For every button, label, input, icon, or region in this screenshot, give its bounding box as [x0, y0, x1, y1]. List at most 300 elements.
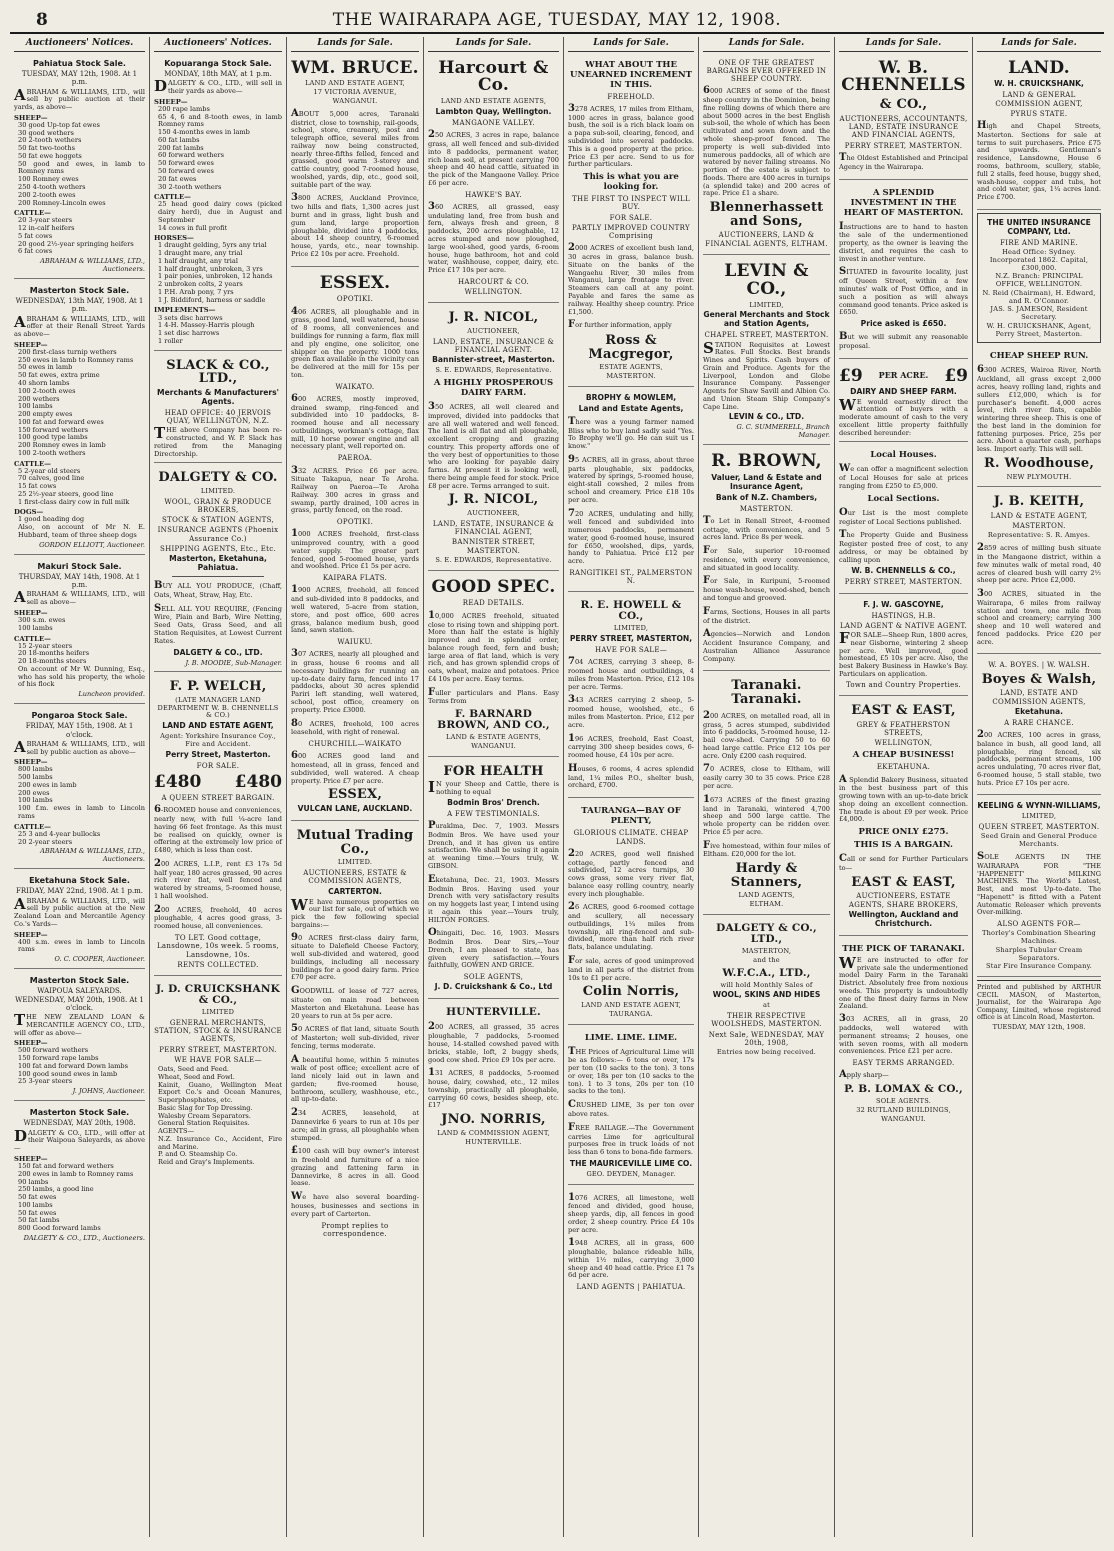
firm-rep: Representative: S. R. Amyes. [987, 531, 1091, 540]
firm-sign: LEVIN & CO., LTD. [728, 412, 805, 422]
testimonial: Puraklma, Dec. 7, 1903. Messrs Bodmin Bros. We have used your Drench, and it has given us entire satisfaction. We shall be using it again at weaning time.—Yours truly, W. GIBSON. [428, 820, 559, 870]
stock-item: 50 fat ewes [18, 1208, 57, 1217]
taranaki-notice [703, 674, 830, 914]
listing: For Sale, in Kuripuni, 5-roomed house wash-house, wood-shed, bench and tongue and grooved. [703, 575, 830, 603]
listing: Farms, Sections, Houses in all parts of the district. [703, 605, 830, 625]
firm-town: WELLINGTON, [874, 739, 933, 748]
listing: 303 ACRES, all in grass, 20 paddocks, well watered with permanent streams; 2 houses, one with seven rooms, with all modern conveniences. Price £21 per acre. [839, 1013, 968, 1056]
stock-item: On account of Mr W. Dunning, Esq., who has sold his property, the whole of his flock [18, 664, 145, 689]
stock-item: Kainit, Guano, Wellington Meat Export Co.'s and Ocean Manures, Superphosphates, etc. [158, 1080, 282, 1105]
firm-sub: LAND AND ESTATE AGENT, [305, 79, 405, 88]
stock-item: 200 Romney ewes in lamb [18, 441, 106, 450]
firm-name: J. B. KEITH, [993, 494, 1085, 510]
goods-list [154, 1066, 282, 1167]
listing: 26 ACRES, good 6-roomed cottage and scullery, all necessary outbuildings, 1¼ miles from township, all ring-fenced and sub-divided, more than half rich river flats, balance undulating. [568, 901, 694, 952]
stock-item: Also, on account of Mr N. E. Hubbard, team of three sheep dogs [18, 523, 145, 540]
notice-body: WE have numerous properties on our list for sale, out of which we pick the few following special bargains:— [291, 895, 419, 929]
place: PAEROA. [337, 454, 373, 463]
stock-item: 5 fat cows [18, 231, 53, 240]
listing: 600 ACRES, mostly improved, drained swamp, ring-fenced and subdivided into 10 paddocks, 8-roomed house and all necessary outbuildings, workman's cottage, flax mill, 10 horse power engine and all necessary plant, well reported on. [291, 392, 419, 451]
stock-item: 65 4, 6 and 8-tooth ewes, in lamb Romney rams [158, 112, 282, 129]
column-auctioneers-1 [10, 37, 150, 1537]
stock-item: 50 fat ewes, extra prime [18, 371, 100, 380]
firm-co: & CO., [879, 97, 928, 113]
firm-town: MASTERTON. [1012, 522, 1066, 531]
price: £480 [154, 771, 202, 792]
listing: 1900 ACRES, freehold, all fenced and sub-divided into 8 paddocks, and well watered, 5-acre from station, store, and post office, 600 acres grass, balance medium bush, good land, sawn station. [291, 584, 419, 635]
stock-item: 50 fat ewes [18, 1193, 57, 1202]
stock-item: 1 set disc harrows [158, 329, 220, 338]
tauranga-notice [568, 801, 694, 1024]
firm-name: W.F.C.A., LTD., [722, 966, 811, 979]
firm-name: Mutual Trading Co., [296, 828, 414, 857]
stock-item: 50 forward ewes [158, 159, 214, 168]
stock-item: 150 fat and forward wethers [18, 1162, 114, 1171]
sale-intro: ABRAHAM & WILLIAMS, LTD., will sell by public auction as above— [14, 737, 145, 756]
firm-line: WE HAVE FOR SALE— [174, 1055, 262, 1064]
sale-title: Masterton Stock Sale. [29, 1108, 130, 1118]
sale-date: FRIDAY, MAY 22nd, 1908. At 1 p.m. [15, 887, 144, 896]
firm-name: Boyes & Walsh, [981, 671, 1097, 687]
firm-town: CARTERTON. [328, 886, 382, 896]
listing: 1673 ACRES of the finest grazing land in Taranaki, wintered 4,700 sheep and 500 large cattle. The whole property can be ridden over. Price £5 per acre. [703, 793, 830, 836]
listing-head: ONE OF THE GREATEST BARGAINS EVER OFFERED IN SHEEP COUNTRY. [706, 58, 827, 84]
stock-item: 250 lambs, a good line [18, 1185, 94, 1194]
listing: 720 ACRES, undulating and hilly, well fenced and subdivided into numerous paddocks, permanent water, good 6-roomed house, insured for £650, woolshed, dips, yards, handy to Pahiatua. Price £12 per acre. [568, 507, 694, 566]
listing: 200 ACRES, 100 acres in grass, balance in bush, all good land, all ploughable, ring fenced, six paddocks, permanent streams, 100 acres undulating, 70 acres river flat, 6-roomed house, 5 stall stable, two huts. Price £7 10s per acre. [977, 729, 1101, 787]
stock-item: 200 ewes in lamb to Romney rams [18, 1169, 134, 1178]
stock-item: 100 good sound ewes in lamb [18, 1069, 118, 1078]
price: £9 [839, 365, 863, 386]
firm-line: GENERAL MERCHANTS, STATION, STOCK & INSURANCE AGENTS, [154, 1018, 282, 1044]
stock-item: 14 cows in full profit [158, 223, 228, 232]
firm-partners: W. A. BOYES. | W. WALSH. [988, 661, 1090, 670]
dalgety-notice [154, 466, 282, 672]
brown-notice [703, 448, 830, 672]
stock-item: 200 ewes [18, 788, 50, 797]
cruickshank-notice [154, 979, 282, 1171]
stock-list [154, 106, 282, 191]
firm-name: SLACK & CO., LTD., [166, 357, 270, 387]
firm-agent: W. H. CRUICKSHANK, Agent, Perry Street, Masterton. [986, 321, 1092, 338]
price: PRICE ONLY £275. [858, 827, 949, 838]
listing: 6000 ACRES of some of the finest sheep country in the Dominion, being fine rolling downs of which there are about 5000 acres in the best English sub-soil, the whole of which has been cultivated and sown down and the whole sheep-proof fenced. The property is well sub-divided into numerous paddocks, all of which are watered by never failing streams. No portion of the estate is subject to floods. There are 400 acres in turnips (a splendid take) and 200 acres of rape. Price £1 a share. [703, 85, 830, 198]
firm-sub: AUCTIONEER, [467, 326, 520, 335]
listing: But we will submit any reasonable proposal. [839, 330, 968, 350]
stock-item: 150 4-months ewes in lamb [158, 128, 250, 137]
stock-item: 30 good Up-top fat ewes [18, 120, 100, 129]
levin-notice [703, 258, 830, 445]
listing: 2000 ACRES of excellent bush land, 30 acres in grass, balance bush. Situate on the banks of the Wangaehu River, 30 miles from Wanganui, large frontage to river. Steamers can call at any point. Payable and fares the same as railway. Healthy sheep country. Price £1,500. [568, 242, 694, 316]
sale-title: Pahiatua Stock Sale. [33, 58, 126, 68]
sale-title: Masterton Stock Sale. [29, 285, 130, 295]
auctioneer: GORDON ELLIOTT, Auctioneer. [39, 540, 145, 549]
firm-sub: VULCAN LANE, AUCKLAND. [297, 804, 413, 814]
for-sale: HAVE FOR SALE— [594, 646, 668, 655]
listing: Five homestead, within four miles of Eltham. £20,000 for the lot. [703, 839, 830, 859]
listing: 307 ACRES, nearly all ploughed and in grass, house 6 rooms and all necessary buildings for running an up-to-date dairy farm, fenced into 17 paddocks, about 30 acres splendid Pariri left standing, well watered, school, post office, creamery on property. Price £3000. [291, 648, 419, 714]
stock-item: 100 fat and forward ewes [18, 417, 104, 426]
firm-sub: (LATE MANAGER LAND DEPARTMENT W. B. CHENNELLS & CO.) [157, 695, 279, 720]
firm-sub: AUCTIONEERS, ESTATE AGENTS, SHARE BROKERS, [848, 892, 959, 909]
listing: Our List is the most complete register of Local Sections published. [839, 506, 968, 526]
listing: Instructions are to hand to hasten the sale of the undermentioned property, as the owner is leaving the district, and requires the cash to invest in another venture. [839, 220, 968, 263]
sole-agents: SOLE AGENTS, [463, 973, 524, 982]
pick-of-taranaki-notice [839, 939, 968, 1129]
notice-body: SELL ALL YOU REQUIRE, (Fencing Wire, Plain and Barb, Wire Netting, Seed Oats, Grass Seed, and all Station Requisites, at Lowest Current Rates. [154, 602, 282, 645]
sale-date: THURSDAY, MAY 14th, 1908. At 1 p.m. [18, 572, 141, 590]
stock-item: 300 s.m. ewes [18, 616, 66, 625]
rents: RENTS COLLECTED. [177, 960, 259, 969]
firm-name: FOR HEALTH [443, 763, 544, 779]
chennells-notice [839, 55, 968, 180]
firm-name: BROPHY & MOWLEM, [585, 392, 677, 402]
listing-head: A HIGHLY PROSPEROUS DAIRY FARM. [433, 377, 554, 398]
firm-line: STOCK & STATION AGENTS, [162, 516, 274, 525]
stock-list [14, 766, 145, 820]
listing: 50 ACRES of flat land, situate South of Masterton; well sub-divided, river fencing, terms moderate. [291, 1023, 419, 1050]
firm-town: MASTERTON. [606, 372, 656, 381]
listing-head: A RARE CHANCE. [1004, 718, 1074, 727]
place: WAIUKU. [337, 638, 373, 647]
firm-street: RANGITIKEI ST., PALMERSTON N. [569, 568, 693, 586]
stock-list [14, 468, 145, 507]
listing: To Let in Renall Street, 4-roomed cottage, with conveniences, and 5 acres land. Price 8s per week. [703, 514, 830, 542]
listing: 6300 ACRES, Wairoa River, North Auckland, all grass except 2,000 acres, heavy rolling land, rights and sullers £12,000, which is for purchaser's benefit. 4,000 acres level, rich river flats, capable wintering three sheep. This is one of the best land in the dominion for fattening purposes. Price, 25s per acre. About a quarter cash, perhaps less. Import early. This will sell. [977, 364, 1101, 454]
stock-item: 200 fat lambs [158, 143, 204, 152]
sale-title: Pongaroa Stock Sale. [31, 710, 128, 720]
listing: 1948 ACRES, all in grass, 600 ploughable, balance rideable hills, within 1½ miles, carrying 3,000 sheep and 40 head cattle. Price £1 7s 6d per acre. [568, 1237, 694, 1280]
listing: 1000 ACRES freehold, first-class unimproved country, with a good water supply. The greater part fenced, good 5-roomed house, yards and woolshed. Price £1 5s per acre. [291, 528, 419, 571]
firm-town: WANGANUI. [332, 96, 378, 105]
stock-item: 100 2-tooth ewes [18, 386, 76, 395]
column-lands-2 [424, 37, 564, 1537]
firm-name: R. BROWN, [711, 450, 822, 471]
sale-intro: ABRAHAM & WILLIAMS, LTD., will sell as above— [14, 588, 145, 607]
stock-head: SHEEP— [14, 113, 48, 122]
listing: FREE RAILAGE.—The Government carries Lime for agricultural purposes free in truck loads of not less than 6 tons to bona-fide farmers. [568, 1121, 694, 1157]
notice-body: will hold Monthly Sales of [720, 980, 813, 989]
east-notice [839, 699, 968, 936]
listing: 220 ACRES, good well finished cottage, partly fenced and subdivided, 12 acres turnips, 30 cows grass, some very river flat, balance easy rolling country, nearly every inch ploughable. [568, 847, 694, 898]
firm-name: R. Woodhouse, [983, 455, 1095, 471]
stock-item: 60 forward wethers [158, 151, 224, 160]
column-heading: Lands for Sale. [291, 37, 419, 52]
listing-head: This is what you are looking for. [583, 172, 679, 193]
firm-sub: LAND & ESTATE AGENT, [990, 511, 1088, 520]
welch-notice [154, 675, 282, 976]
column-auctioneers-2 [150, 37, 287, 1537]
for-sale: FOR SALE. [609, 213, 653, 222]
firm-limited: LIMITED [201, 1008, 235, 1017]
listing: A beautiful home, within 5 minutes walk of post office; excellent acre of land nicely laid out in lawn and garden; five-roomed house, bathroom, scullery, washhouse, etc., all up-to-date. [291, 1053, 419, 1104]
pahiatua-listings [568, 1188, 694, 1298]
stock-item: 1 draught mare, any trial [158, 249, 243, 258]
firm-street: 32 RUTLAND BUILDINGS, [856, 1105, 951, 1114]
listing: We can offer a magnificent selection of Local Houses for sale at prices ranging from £250 to £5,000. [839, 463, 968, 490]
listing: 332 ACRES. Price £6 per acre. Situate Takapua, near Te Aroha. Railway on Paeroa—Te Aroha Railway. 300 acres in grass and swamp, partly drained, 100 acres in grass, partly fenced, on the road. [291, 464, 419, 515]
stock-item: 1 good heading dog [18, 515, 85, 524]
stock-list [14, 939, 145, 955]
stock-item: 50 fat ewe hoggets [18, 151, 82, 160]
stock-item: 200 rape lambs [158, 104, 210, 113]
firm-manager: J. B. MOODIE, Sub-Manager. [185, 658, 282, 667]
price-row [839, 366, 968, 386]
stock-list [14, 643, 145, 690]
listing: CRUSHED LIME, 3s per ton over above rates. [568, 1099, 694, 1118]
notice-body: STATION Requisites at Lowest Rates. Full Stocks. Best brands Wines and Spirits. Cash buyers of Grain and Produce. Agents for the Liverpool, London and Globe Insurance Company. Passenger Agents for Shaw Savill and Albion Co. and Union Steam Ship Company's Cape Line. [703, 338, 830, 411]
stock-item: 500 lambs [18, 773, 53, 782]
mutual-notice [291, 824, 419, 1244]
next-sale: Next Sale, WEDNESDAY, MAY 20th, 1908, [708, 1030, 825, 1047]
notice-body: BUY ALL YOU PRODUCE, (Chaff, Oats, Wheat, Straw, Hay, Etc. [154, 580, 282, 599]
firm-limited: LIMITED, [613, 624, 649, 633]
stock-item: 50 fat two-tooths [18, 144, 75, 153]
auctioneer: ABRAHAM & WILLIAMS, LTD., Auctioneers. [40, 847, 145, 864]
firm-name: JNO. NORRIS, [441, 1112, 546, 1128]
firm-town: WANGANUI. [881, 1114, 926, 1123]
stock-item: 150 forward wethers [18, 425, 89, 434]
stock-item: 70 calves, good line [18, 474, 85, 483]
place: HAWKE'S BAY. [465, 190, 522, 199]
firm-where: THEIR RESPECTIVE WOOLSHEDS, MASTERTON. [711, 1012, 822, 1029]
stock-item: 30 2-tooth wethers [158, 182, 222, 191]
firm-line: LAND, ESTATE, INSURANCE & FINANCIAL AGENT. [432, 337, 555, 354]
firm-sub: SOLE AGENTS. [876, 1097, 931, 1106]
listing: SOLE AGENTS IN THE WAIRARAPA FOR "THE 'HAPPENETT' MILKING MACHINES. The World's Latest, Best, and most Up-to-date. The "Hapenett" is fitted with a Patent Automatic Releaser which prevents Over-milking. [977, 850, 1101, 917]
firm-limited: LIMITED. [337, 858, 373, 867]
listing-sub: PARTLY IMPROVED COUNTRY Comprising [572, 223, 690, 241]
listing: 600 ACRES good land and homestead, all in grass, fenced and subdivided, well watered. A cheap property. Price £7 per acre. [291, 750, 419, 785]
stock-item: 90 lambs [18, 1177, 49, 1186]
stock-item: 15 fat cows [18, 482, 57, 491]
agent-name: J. D. Cruickshank & Co., Ltd [434, 982, 553, 992]
stock-list [154, 242, 282, 304]
firm-name: WM. BRUCE. [291, 57, 419, 78]
stock-item: 50 forward ewes [158, 166, 214, 175]
stock-head: SHEEP— [14, 930, 48, 939]
stock-item: 1 roller [158, 336, 183, 345]
columns [10, 37, 1104, 1537]
price: £9 [944, 365, 968, 386]
rents: TO LET. Good cottage, Lansdowne, 10s week. 5 rooms, Lansdowne, 10s. [156, 934, 279, 959]
stock-sale-notice [14, 972, 145, 1101]
firm-name: J. R. NICOL, [448, 492, 539, 508]
firm-sub: AUCTIONEERS, ESTATE & COMMISSION AGENTS, [303, 869, 407, 886]
greatest-bargain-notice [703, 55, 830, 255]
listing: 196 ACRES, freehold, East Coast, carrying 300 sheep besides cows, 6-roomed house, £4 10s per acre. [568, 732, 694, 760]
stock-item: 200 wethers [18, 394, 60, 403]
stock-item: 6 fat cows [18, 247, 53, 256]
stock-item: 20 2-year steers [18, 837, 73, 846]
firm-sub: LAND AGENTS, [738, 891, 795, 900]
stock-list [14, 217, 145, 256]
listing-sub: GLORIOUS CLIMATE. CHEAP LANDS. [573, 829, 689, 846]
firm-sub: FIRE AND MARINE. [1000, 238, 1078, 247]
stock-item: 250 4-tooth wethers [18, 182, 86, 191]
firm-sub: Merchants & Manufacturers' Agents. [157, 387, 279, 406]
listing-head: A SPLENDID INVESTMENT IN THE HEART OF MASTERTON. [843, 187, 964, 218]
firm-sign: W. B. CHENNELLS & CO., [851, 566, 956, 576]
firm-name: DALGETY & CO. [158, 470, 278, 486]
hunterville-notice [428, 1002, 559, 1151]
entries: Entries now being received. [716, 1048, 817, 1056]
place: EKETAHUNA. [876, 763, 931, 772]
sale-date: MONDAY, 18th MAY, at 1 p.m. [164, 70, 272, 79]
firm-sub: GREY & FEATHERSTON STREETS, [856, 720, 951, 737]
firm-sub: READ DETAILS. [462, 599, 525, 608]
stock-item: 200 ewes in lamb [18, 780, 77, 789]
sale-intro: ABRAHAM & WILLIAMS, LTD., will sell by public auction at their yards, as above— [14, 85, 145, 112]
stock-item: 1 P.H. Arab pony, 7 yrs [158, 287, 234, 296]
place: OPOTIKI. [336, 295, 374, 304]
cruickshank-land-notice [977, 55, 1101, 210]
stock-item: 60 fat lambs [158, 135, 200, 144]
firm-name: F. BARNARD BROWN, AND CO., [437, 708, 550, 732]
firm-sub: Seed Grain and General Produce Merchants. [980, 832, 1098, 849]
imprint: Printed and published by ARTHUR CECIL MASON, of Masterton, Journalist, for the Wairarapa Age Company, Limited, whose registered office is at Lincoln Road, Masterton. [977, 980, 1101, 1022]
stock-head: SHEEP— [14, 1155, 48, 1163]
footer: Fuller particulars and Plans. Easy Terms from [428, 686, 559, 706]
stock-item: 20 fat ewes [158, 174, 197, 183]
stock-item: 1 pair ponies, unbroken, 12 hands [158, 272, 273, 281]
firm-name: W. H. CRUICKSHANK, [994, 79, 1084, 89]
stock-item: 100 2-tooth wethers [18, 448, 86, 457]
firm-sign: HARCOURT & CO. [457, 277, 530, 286]
stock-head: CATTLE— [14, 822, 51, 831]
firm-sub: LAND AGENT & NATIVE AGENT. [839, 621, 968, 630]
listing-head: WHAT ABOUT THE UNEARNED INCREMENT IN THIS. [570, 59, 692, 90]
listing: Call or send for Further Particulars to— [839, 853, 968, 872]
firm-town: ELTHAM. [749, 900, 784, 909]
listing: 200 ACRES, freehold, 40 acres ploughable, 4 acres good grass, 3-roomed house, all conveniences. [154, 903, 282, 931]
listing: 10,000 ACRES freehold, situated close to rising town and shipping port. More than half the estate is highly improved and in splendid order, balance rough feed, fern and bush; large area of flat land, which is very rich, and has grown splendid crops of oats, wheat, maize and potatoes. Price £4 10s per acre. Easy terms. [428, 609, 559, 683]
firm-name: GOOD SPEC. [431, 576, 556, 597]
stock-item: 100 lambs [18, 402, 53, 411]
listing-sub: FREEHOLD. [607, 92, 655, 101]
firm-sub: Valuer, Land & Estate and Insurance Agent, [711, 472, 822, 491]
stock-item: 150 forward rape lambs [18, 1054, 99, 1063]
stock-item: N.Z. Insurance Co., Accident, Fire and Marine. [158, 1134, 282, 1151]
firm-name: THE UNITED INSURANCE COMPANY, Ltd. [987, 217, 1091, 236]
firm-sub: LAND AND ESTATE AGENTS, [440, 97, 547, 106]
listing: 70 ACRES, close to Eltham, will easily carry 30 to 35 cows. Price £28 per acre. [703, 763, 830, 790]
listing-head: Local Houses. [870, 450, 937, 461]
stock-head: SHEEP— [14, 758, 48, 767]
stock-item: 15 2-year steers [18, 641, 73, 650]
good-spec-notice [428, 574, 559, 757]
stock-item: 2 unbroken colts, 2 years [158, 280, 243, 289]
column-lands-4 [699, 37, 835, 1537]
stock-item: 400 s.m. ewes in lamb to Lincoln rams [18, 937, 145, 954]
sale-date: WEDNESDAY, 13th MAY, 1908. At 1 p.m. [15, 297, 144, 314]
rhyme: There was a young farmer named Bliss who to buy land sadly said "Yes. To Brophy we'll go. He can suit us I know." [568, 415, 694, 451]
stock-head: SHEEP— [14, 1039, 48, 1048]
firm-sub: ESTATE AGENTS, [599, 363, 663, 372]
sale-intro: ABRAHAM & WILLIAMS, LTD., will sell by public auction at the New Zealand Loan and Mercantile Agency Co.'s Yards— [14, 894, 145, 928]
firm-sub: AUCTIONEER, [467, 509, 520, 518]
stock-list [14, 1163, 145, 1233]
auctioneer: O. C. COOPER, Auctioneer. [54, 955, 145, 964]
stock-item: 5 2-year old steers [18, 466, 81, 475]
firm-sub: LAND & GENERAL COMMISSION AGENT, [995, 91, 1083, 108]
listing: 80 ACRES, freehold, 100 acres leasehold, with right of renewal. [291, 717, 419, 737]
stock-item: 25 head good dairy cows (picked dairy herd), due in August and September [158, 200, 282, 224]
stock-list [154, 315, 282, 346]
listing: 406 ACRES, all ploughable and in grass, good land, well watered, house of 8 rooms, all conveniences and buildings for running a farm, flax mill and ply engine, one solicitor, one shipper on the property. 1000 tons green flax available in the vicinity can be delivered at the mill for 15s per ton. [291, 305, 419, 379]
firm-name: KEELING & WYNN-WILLIAMS, [977, 801, 1101, 811]
gascoyne-notice [839, 597, 968, 696]
place: OPOTIKI. [336, 518, 374, 527]
listing: 200 ACRES, on metalled road, all in grass, 5 acres stumped, subdivided into 6 paddocks, 5-roomed house, 12-bail cow-shed. Carrying 50 to 60 head large cattle. Price £12 10s per acre. Only £200 cash required. [703, 709, 830, 760]
firm-street: CHAPEL STREET, MASTERTON. [704, 331, 829, 340]
stock-head: CATTLE— [14, 459, 51, 468]
divider [172, 576, 264, 577]
stock-item: 1 draught gelding, 5yrs any trial [158, 241, 267, 250]
stock-list [14, 122, 145, 207]
firm-name: Harcourt & Co. [438, 57, 549, 96]
stock-item: 1 half draught, any trial [158, 256, 238, 265]
firm-town: Eketahuna. [1014, 706, 1064, 716]
firm-name: Hardy & Stanners, [730, 861, 803, 890]
column-heading: Auctioneers' Notices. [14, 37, 145, 52]
firm-branches: Masterton, Eketahuna, Pahiatua. [169, 554, 267, 573]
stock-item: 200 2-tooth ewes [18, 190, 76, 199]
listing: THE Prices of Agricultural Lime will be as follows:— 6 tons or over, 17s per ton (10 sacks to the ton). 3 tons or over, 18s per ton (10 sacks to the ton). 1 to 3 tons, 20s per ton (10 sacks to the ton). [568, 1045, 694, 1096]
wool-head: WOOL, SKINS AND HIDES [712, 990, 821, 1000]
listing-head: THE PICK OF TARANAKI. [842, 943, 965, 954]
sale-intro: THE NEW ZEALAND LOAN & MERCANTILE AGENCY CO., LTD., will offer as above— [14, 1011, 145, 1037]
paper-title: THE WAIRARAPA AGE, TUESDAY, MAY 12, 1908. [332, 10, 782, 30]
firm-name: W. B. CHENNELLS [841, 57, 966, 96]
firm-street: Bannister-street, Masterton. [432, 355, 555, 365]
stock-item: 12 in-calf heifers [18, 224, 75, 233]
firm-name: LEVIN & CO., [724, 260, 809, 299]
firm-office: HEAD OFFICE: 40 JERVOIS QUAY, WELLINGTON, N.Z. [164, 408, 272, 425]
firm-town: MASTERTON, [741, 946, 792, 955]
firm-street: PERRY STREET, MASTERTON, [569, 634, 693, 644]
listing: FOR SALE—Sheep Run, 1800 acres, near Gisborne, wintering 2 sheep per acre. Well improved, good homestead, £5 10s per acre. Also, the best Bakery Business in Hawke's Bay. Particulars on application. [839, 629, 968, 678]
stock-head: IMPLEMENTS— [154, 306, 216, 315]
stock-item: Wheat, Seed and Fowl. [158, 1072, 235, 1081]
stock-sale-notice [14, 558, 145, 704]
sale-title: Masterton Stock Sale. [29, 975, 130, 985]
stock-item: 100 fat and forward Down lambs [18, 1061, 129, 1070]
firm-town: MASTERTON. [739, 504, 794, 513]
firm-line: WOOL, GRAIN & PRODUCE BROKERS, [164, 497, 272, 514]
firm-name: EAST & EAST, [851, 874, 956, 890]
stock-item: 1 J. Biddiford, harness or saddle [158, 295, 266, 304]
stock-sale-notices [14, 55, 145, 1247]
stock-sale-notice [14, 1104, 145, 1247]
firm-sub: Land and Estate Agents, [578, 403, 684, 413]
stock-list [154, 201, 282, 232]
column-lands-6 [973, 37, 1105, 1537]
stock-list [14, 1047, 145, 1086]
stock-head: CATTLE— [14, 634, 51, 643]
terms: EASY TERMS ARRANGED. [852, 1059, 955, 1068]
firm-town: WANGANUI. [471, 741, 516, 750]
stock-item: 100 good type lambs [18, 433, 88, 442]
listing: Houses, 6 rooms, 4 acres splendid land, 1¼ miles P.O., shelter bush, orchard, £700. [568, 762, 694, 790]
stock-item: 20 good 2½-year springing heifers [18, 239, 134, 248]
sale-date: FRIDAY, MAY 15th, 1908. At 1 o'clock. [25, 722, 134, 739]
listing: 200 ACRES, all grassed, 35 acres ploughable, 7 paddocks, 5-roomed house, 14-stalled cowshed paved with bricks, stable, loft, 2 buggy sheds, good cow shed. Price £9 10s per acre. [428, 1021, 559, 1064]
keeling-notice [977, 798, 1101, 977]
place: KAIPARA FLATS. [322, 574, 388, 583]
kopuaranga-notice [154, 55, 282, 351]
firm-line: INSURANCE AGENTS (Phoenix Assurance Co.) [157, 526, 279, 543]
